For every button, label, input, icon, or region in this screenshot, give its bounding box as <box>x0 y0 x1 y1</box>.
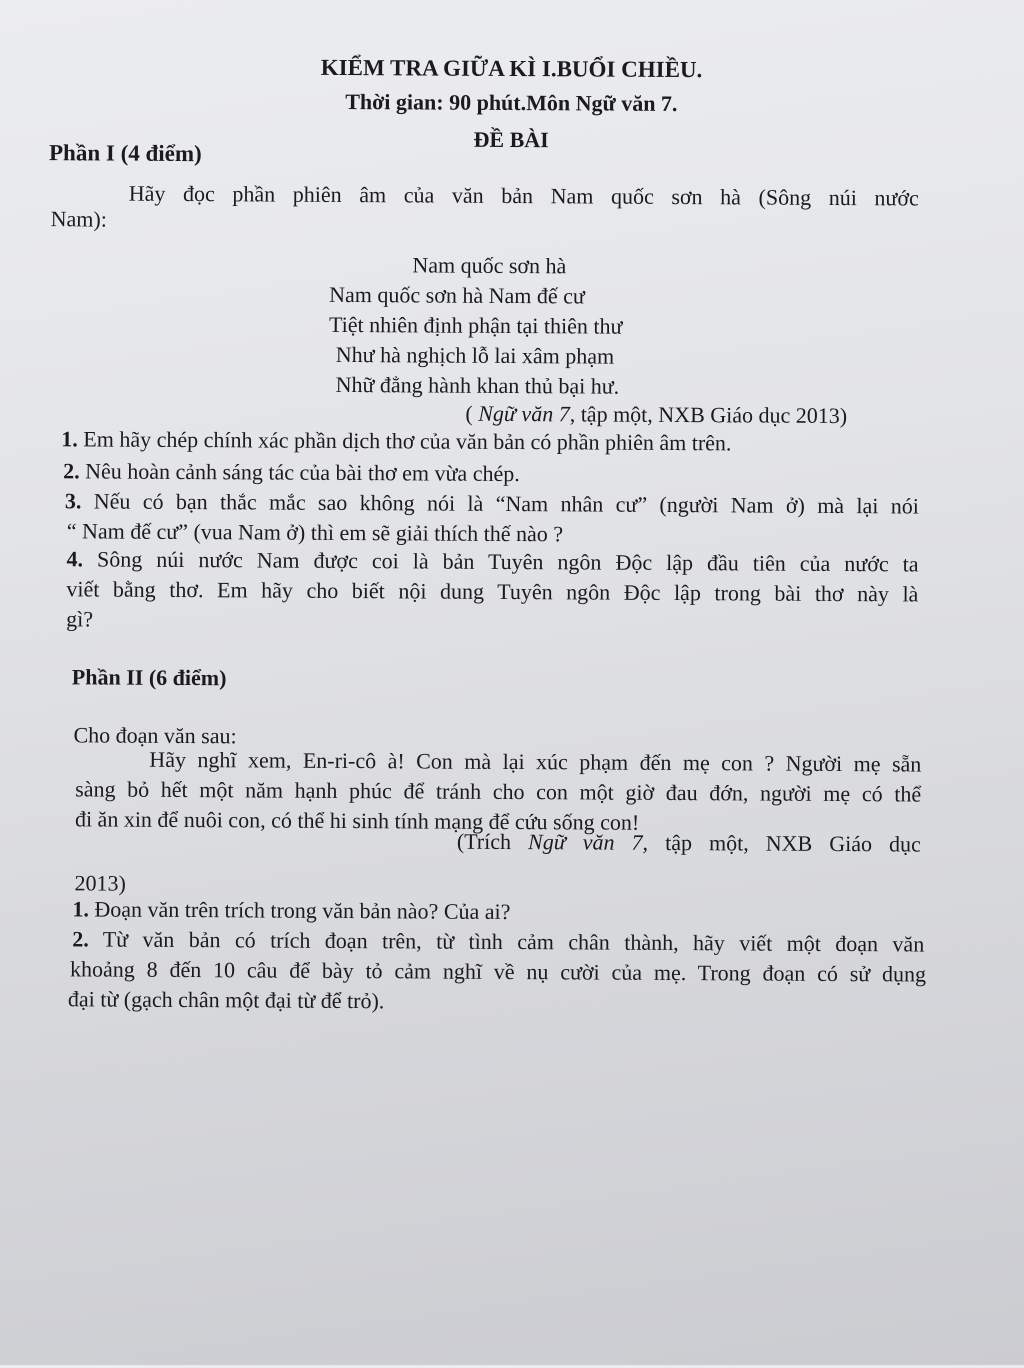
source-open: (Trích <box>456 828 529 855</box>
exam-heading: ĐỀ BÀI <box>473 126 549 153</box>
question-number: 1. <box>72 896 90 922</box>
question-number: 4. <box>66 546 84 572</box>
question-text: Em hãy chép chính xác phần dịch thơ của văn bản có phần phiên âm trên. <box>77 426 732 456</box>
part1-intro-line2: Nam): <box>50 206 107 232</box>
question-text: Nêu hoàn cảnh sáng tác của bài thơ em vừa chép. <box>79 458 520 487</box>
part1-question-1 <box>61 425 731 457</box>
part2-lead: Cho đoạn văn sau: <box>73 722 237 749</box>
part1-question-4-line3: gì? <box>66 606 94 632</box>
poem-title: Nam quốc sơn hà <box>412 252 567 279</box>
source-book-title: Ngữ văn 7 <box>528 829 643 855</box>
part2-question-2-line1 <box>72 925 924 958</box>
question-text: Nếu có bạn thắc mắc sao không nói là “Nam nhân cư” (người Nam ở) mà lại nói <box>81 488 919 519</box>
part2-question-2-line2: khoảng 8 đến 10 câu để bày tỏ cảm nghĩ về nụ cười của mẹ. Trong đoạn có sử dụng <box>69 956 927 987</box>
part2-question-1 <box>72 895 510 926</box>
poem-source <box>465 400 847 430</box>
question-number: 1. <box>61 426 78 452</box>
source-rest: , tập một, NXB Giáo dục 2013) <box>569 401 848 429</box>
question-text: Sông núi nước Nam được coi là bản Tuyên ngôn Độc lập đầu tiên của nước ta <box>83 546 919 577</box>
question-number: 3. <box>64 488 82 514</box>
source-book-title: Ngữ văn 7 <box>478 400 570 427</box>
part1-heading: Phần I (4 điểm) <box>48 140 202 167</box>
part1-intro-line1: Hãy đọc phần phiên âm của văn bản Nam quốc sơn hà (Sông núi nước <box>128 180 919 211</box>
question-text: Đoạn văn trên trích trong văn bản nào? Của ai? <box>88 896 511 925</box>
part1-question-2 <box>63 457 520 488</box>
passage-source <box>457 828 921 859</box>
exam-title: KIỂM TRA GIỮA KÌ I.BUỔI CHIỀU. <box>320 54 703 83</box>
exam-subtitle: Thời gian: 90 phút.Môn Ngữ văn 7. <box>345 88 678 117</box>
part2-heading: Phần II (6 điểm) <box>71 664 227 691</box>
source-open: ( <box>465 400 479 426</box>
poem-line: Như hà nghịch lỗ lai xâm phạm <box>335 341 615 369</box>
part2-question-2-line3: đại từ (gạch chân một đại từ để trỏ). <box>67 986 385 1014</box>
question-number: 2. <box>63 458 80 484</box>
question-text: Từ văn bản có trích đoạn trên, từ tình cảm chân thành, hãy viết một đoạn văn <box>88 926 925 957</box>
part1-question-3-line2: “ Nam đế cư” (vua Nam ở) thì em sẽ giải thích thế nào ? <box>66 518 564 547</box>
part1-question-4-line2: viết bằng thơ. Em hãy cho biết nội dung Tuyên ngôn Độc lập trong bài thơ này là <box>66 576 919 607</box>
passage-line-1: Hãy nghĩ xem, En-ri-cô à! Con mà lại xúc phạm đến mẹ con ? Người mẹ sẵn <box>149 746 922 777</box>
passage-line-2: sàng bỏ hết một năm hạnh phúc để tránh cho con một giờ đau đớn, người mẹ có thể <box>75 776 922 807</box>
poem-line: Tiệt nhiên định phận tại thiên thư <box>328 311 623 339</box>
passage-source-year: 2013) <box>74 870 127 896</box>
poem-line: Nam quốc sơn hà Nam đế cư <box>329 281 585 309</box>
source-rest: , tập một, NXB Giáo dục <box>642 829 921 857</box>
part1-question-4-line1 <box>66 545 918 578</box>
poem-line: Nhữ đẳng hành khan thủ bại hư. <box>335 371 620 399</box>
passage-line-3: đi ăn xin để nuôi con, có thể hi sinh tính mạng để cứu sống con! <box>74 806 640 835</box>
question-number: 2. <box>72 926 89 952</box>
part1-question-3-line1 <box>65 487 919 520</box>
